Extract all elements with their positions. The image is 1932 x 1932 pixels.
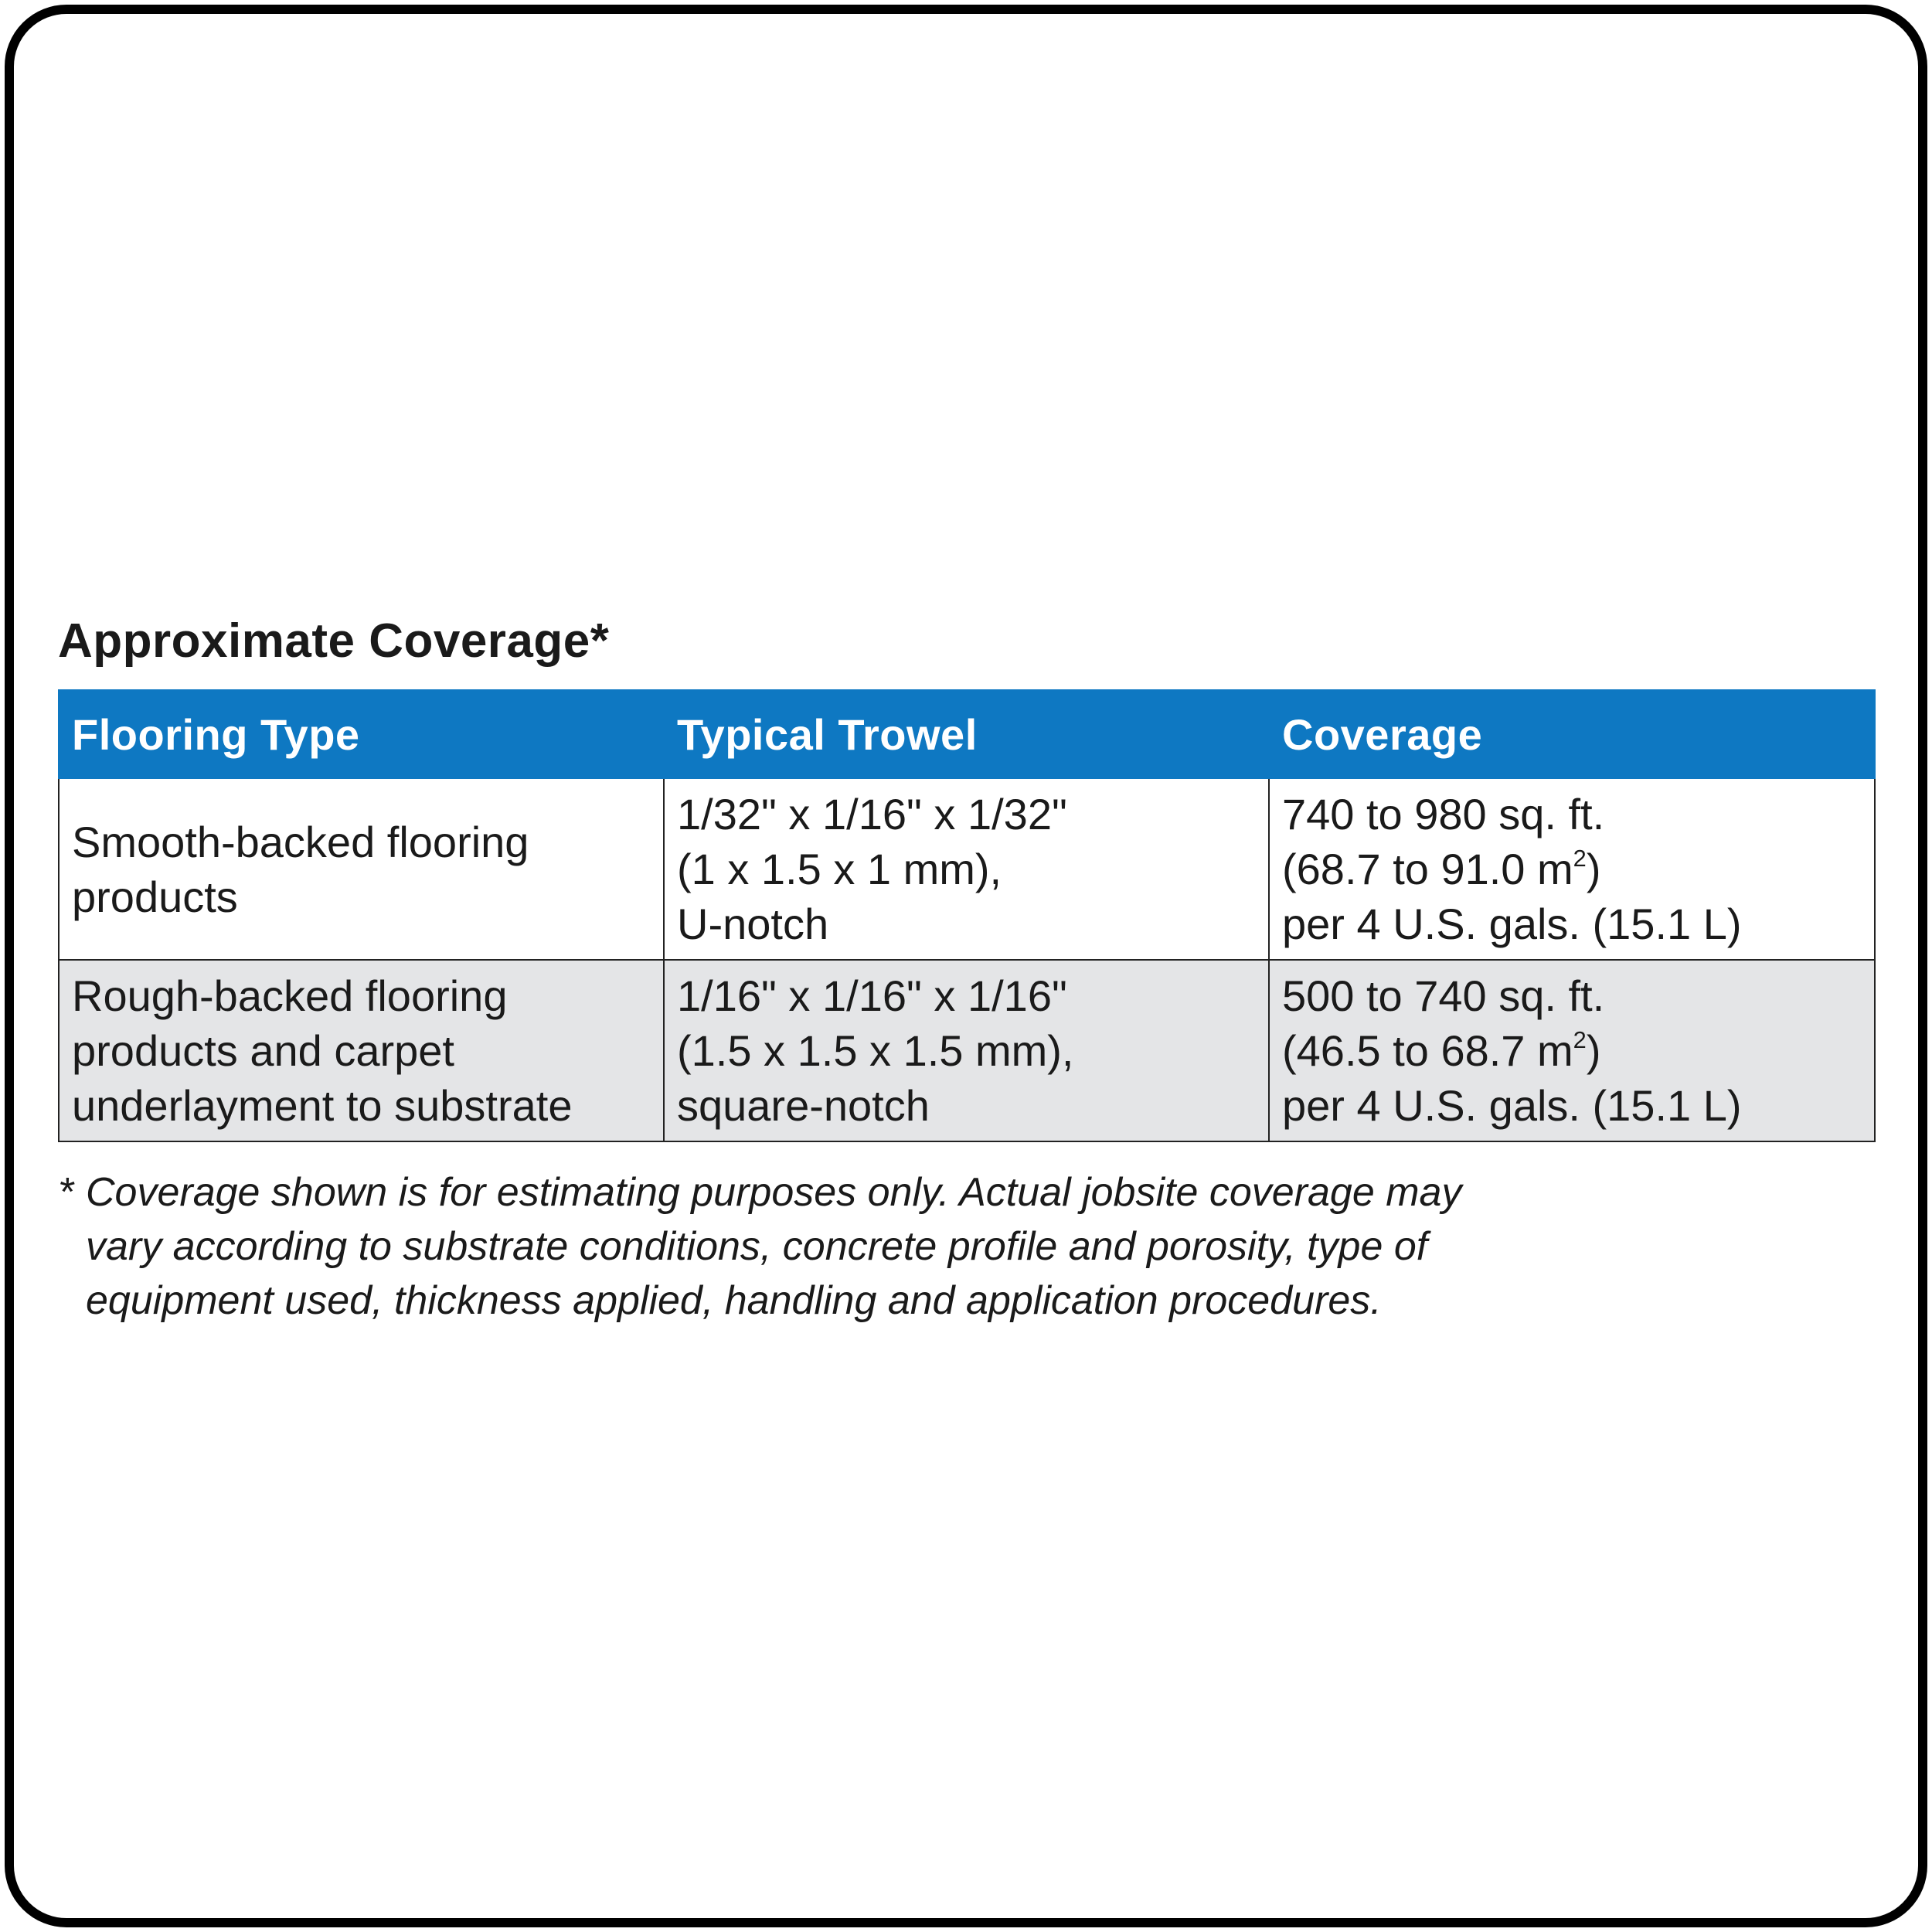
cell-line: per 4 U.S. gals. (15.1 L) xyxy=(1282,900,1742,948)
cell-line: (1 x 1.5 x 1 mm), xyxy=(677,845,1002,893)
table-header-row xyxy=(59,690,1875,778)
cell-line: 740 to 980 sq. ft. xyxy=(1282,790,1605,838)
cell-line: products xyxy=(72,872,238,921)
cell-line: underlayment to substrate xyxy=(72,1081,573,1130)
cell-coverage xyxy=(1269,778,1875,960)
header-typical-trowel: Typical Trowel xyxy=(664,690,1269,778)
cell-line: products and carpet xyxy=(72,1026,454,1075)
header-flooring-type: Flooring Type xyxy=(59,690,664,778)
table-row xyxy=(59,778,1875,960)
cell-line xyxy=(1282,842,1862,896)
footnote-mark: * xyxy=(58,1170,74,1215)
cell-line xyxy=(1282,1023,1862,1078)
footnote-line: equipment used, thickness applied, handling and application procedures. xyxy=(86,1278,1382,1323)
cell-flooring-type xyxy=(59,778,664,960)
footnote-line: vary according to substrate conditions, concrete profile and porosity, type of xyxy=(86,1224,1428,1269)
cell-line: 1/32" x 1/16" x 1/32" xyxy=(677,790,1067,838)
cell-line: (1.5 x 1.5 x 1.5 mm), xyxy=(677,1026,1074,1075)
cell-line: 500 to 740 sq. ft. xyxy=(1282,971,1605,1020)
cell-coverage xyxy=(1269,960,1875,1141)
cell-line: 1/16" x 1/16" x 1/16" xyxy=(677,971,1067,1020)
superscript: 2 xyxy=(1573,1026,1587,1053)
cell-text: ) xyxy=(1586,845,1601,893)
cell-line: U-notch xyxy=(677,900,829,948)
cell-typical-trowel xyxy=(664,778,1269,960)
header-coverage: Coverage xyxy=(1269,690,1875,778)
cell-text: (68.7 to 91.0 m xyxy=(1282,845,1573,893)
cell-line: Smooth-backed flooring xyxy=(72,817,529,866)
cell-line: per 4 U.S. gals. (15.1 L) xyxy=(1282,1081,1742,1130)
footnote-line: Coverage shown is for estimating purposes only. Actual jobsite coverage may xyxy=(86,1170,1462,1215)
coverage-table xyxy=(58,689,1876,1142)
superscript: 2 xyxy=(1573,844,1587,872)
cell-text: ) xyxy=(1586,1026,1601,1075)
cell-line: Rough-backed flooring xyxy=(72,971,508,1020)
cell-flooring-type xyxy=(59,960,664,1141)
cell-typical-trowel xyxy=(664,960,1269,1141)
cell-line: square-notch xyxy=(677,1081,930,1130)
table-row xyxy=(59,960,1875,1141)
coverage-section xyxy=(58,611,1874,1328)
cell-text: (46.5 to 68.7 m xyxy=(1282,1026,1573,1075)
page-title: Approximate Coverage* xyxy=(58,614,610,668)
footnote xyxy=(58,1165,1874,1328)
